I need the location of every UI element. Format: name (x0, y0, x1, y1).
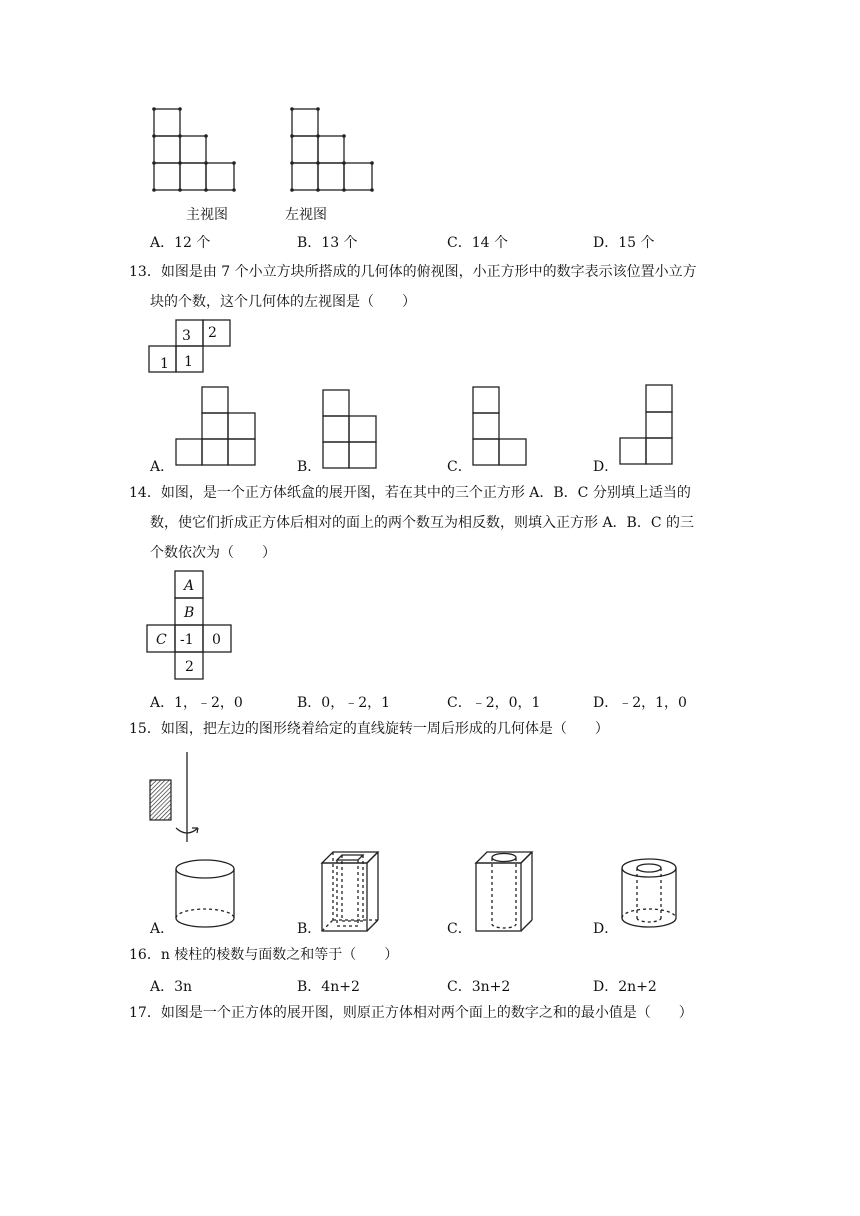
net-label-neg1: -1 (180, 632, 194, 648)
q16-option-b: B．4n+2 (297, 979, 360, 995)
grid-number-2: 2 (208, 325, 217, 341)
q15-option-d: D． (593, 921, 619, 937)
rotation-figure (146, 752, 216, 844)
q13-option-b: B． (297, 459, 322, 475)
q16-option-d: D．2n+2 (593, 979, 657, 995)
q14-option-a: A．1，﹣2，0 (150, 695, 243, 711)
front-view-figure (150, 106, 240, 190)
q15-option-d-tube (618, 856, 682, 932)
q13-stem-line1: 13．如图是由 7 个小立方块所搭成的几何体的俯视图，小正方形中的数字表示该位置小立方 (129, 264, 697, 280)
grid-number-3: 3 (182, 328, 191, 344)
left-view-label: 左视图 (285, 207, 327, 223)
q14-stem-line1: 14．如图，是一个正方体纸盒的展开图，若在其中的三个正方形 A．B．C 分别填上适当的 (129, 485, 691, 501)
q15-option-b: B． (297, 921, 322, 937)
q12-option-c: C．14 个 (447, 235, 508, 251)
q15-option-a-cylinder (172, 856, 242, 932)
q12-option-a: A．12 个 (150, 235, 211, 251)
q16-option-c: C．3n+2 (447, 979, 511, 995)
q14-option-b: B．0，﹣2，1 (297, 695, 391, 711)
q15-option-a: A． (150, 921, 175, 937)
q15-option-c-prism (472, 850, 536, 934)
q16-option-a: A．3n (150, 979, 193, 995)
net-label-0: 0 (212, 632, 221, 648)
q16-stem-line1: 16．n 棱柱的棱数与面数之和等于（ ） (129, 947, 399, 963)
net-label-c: C (156, 632, 167, 648)
q13-option-d: D． (593, 459, 619, 475)
q17-stem-line1: 17．如图是一个正方体的展开图，则原正方体相对两个面上的数字之和的最小值是（ ） (129, 1005, 693, 1021)
q14-stem-line3: 个数依次为（ ） (150, 545, 276, 561)
net-label-a: A (184, 578, 195, 594)
q14-stem-line2: 数，使它们折成正方体后相对的面上的两个数互为相反数，则填入正方形 A．B．C 的三 (150, 515, 695, 531)
q12-option-d: D．15 个 (593, 235, 655, 251)
q13-stem-line2: 块的个数，这个几何体的左视图是（ ） (150, 294, 416, 310)
left-view-figure (288, 106, 378, 190)
top-view-grid (148, 319, 232, 373)
q12-option-b: B．13 个 (297, 235, 358, 251)
q14-option-d: D．﹣2，1，0 (593, 695, 687, 711)
q13-option-a-figure (175, 386, 257, 468)
net-label-2: 2 (185, 659, 194, 675)
q14-option-c: C．﹣2，0，1 (447, 695, 541, 711)
net-label-b: B (184, 605, 195, 621)
q15-stem-line1: 15．如图，把左边的图形绕着给定的直线旋转一周后形成的几何体是（ ） (129, 721, 609, 737)
cube-net-figure (146, 570, 236, 682)
q13-option-a: A． (150, 459, 175, 475)
grid-number-1-right: 1 (184, 354, 193, 370)
q13-option-b-figure (322, 389, 378, 471)
q15-option-b-prism (318, 850, 382, 934)
q13-option-c-figure (472, 386, 528, 468)
q15-option-c: C． (447, 921, 472, 937)
grid-number-1-left: 1 (160, 356, 169, 372)
front-view-label: 主视图 (186, 207, 228, 223)
q13-option-d-figure (619, 384, 675, 466)
q13-option-c: C． (447, 459, 472, 475)
